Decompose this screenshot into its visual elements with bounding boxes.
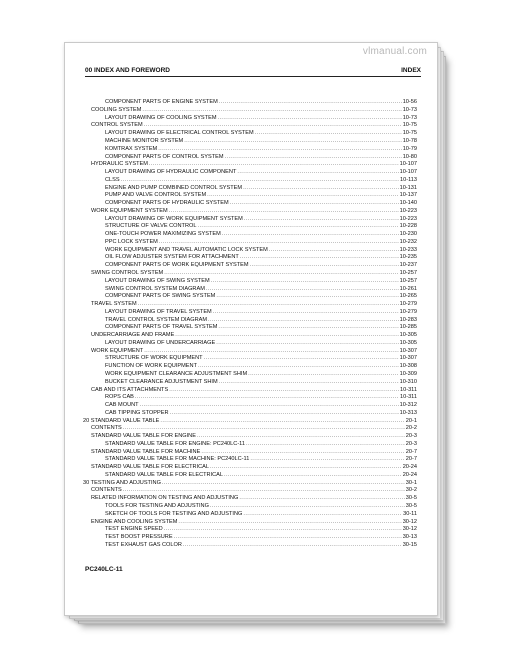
toc-dot-leader — [219, 379, 399, 387]
toc-dot-leader — [169, 387, 399, 395]
toc-entry-page: 30-13 — [402, 534, 417, 541]
toc-entry-page: 10-113 — [399, 176, 417, 183]
toc-entry-page: 10-107 — [399, 161, 417, 168]
toc-dot-leader — [218, 324, 398, 332]
toc-entry — [83, 169, 417, 177]
toc-entry-page: 10-279 — [399, 308, 417, 315]
toc-dot-leader — [197, 433, 405, 441]
toc-entry-page: 10-75 — [402, 130, 417, 137]
toc-dot-leader — [243, 185, 399, 193]
header-section-title: 00 INDEX AND FOREWORD — [85, 67, 170, 74]
toc-entry — [83, 122, 417, 130]
toc-entry — [83, 503, 417, 511]
toc-entry-page: 10-73 — [402, 106, 417, 113]
toc-entry-page: 30-5 — [405, 502, 417, 509]
toc-entry-title: ENGINE AND COOLING SYSTEM — [91, 518, 178, 525]
toc-entry — [83, 231, 417, 239]
toc-entry — [83, 417, 417, 425]
toc-dot-leader — [175, 332, 398, 340]
toc-entry-page: 20-3 — [405, 440, 417, 447]
toc-entry — [83, 223, 417, 231]
toc-entry-title: COMPONENT PARTS OF SWING SYSTEM — [105, 293, 216, 300]
toc-entry — [83, 254, 417, 262]
toc-entry-page: 10-257 — [399, 270, 417, 277]
header-index-label: INDEX — [401, 67, 421, 74]
toc-dot-leader — [169, 208, 399, 216]
toc-entry — [83, 464, 417, 472]
toc-dot-leader — [144, 122, 402, 130]
toc-dot-leader — [123, 425, 405, 433]
toc-entry-title: LAYOUT DRAWING OF ELECTRICAL CONTROL SYSTEM — [105, 130, 254, 137]
toc-dot-leader — [216, 293, 398, 301]
toc-entry-page: 30-12 — [402, 518, 417, 525]
toc-entry-page: 10-80 — [402, 153, 417, 160]
toc-dot-leader — [211, 278, 399, 286]
toc-entry-page: 10-309 — [399, 370, 417, 377]
toc-entry — [83, 472, 417, 480]
toc-entry-title: CAB AND ITS ATTACHMENTS — [91, 386, 169, 393]
toc-dot-leader — [230, 200, 399, 208]
toc-entry-title: STRUCTURE OF WORK EQUIPMENT — [105, 355, 203, 362]
toc-entry — [83, 270, 417, 278]
toc-dot-leader — [246, 441, 405, 449]
toc-entry-title: COOLING SYSTEM — [91, 106, 142, 113]
toc-entry-page: 10-137 — [399, 192, 417, 199]
toc-entry — [83, 107, 417, 115]
toc-entry-page: 10-312 — [399, 402, 417, 409]
toc-dot-leader — [269, 247, 399, 255]
toc-entry — [83, 161, 417, 169]
toc-dot-leader — [213, 309, 399, 317]
toc-entry-page: 10-285 — [399, 324, 417, 331]
toc-entry-page: 10-230 — [399, 231, 417, 238]
toc-entry-title: STANDARD VALUE TABLE FOR ELECTRICAL — [105, 471, 224, 478]
toc-entry-page: 10-79 — [402, 145, 417, 152]
toc-entry — [83, 410, 417, 418]
toc-entry-title: COMPONENT PARTS OF ENGINE SYSTEM — [105, 99, 218, 106]
toc-entry-title: WORK EQUIPMENT CLEARANCE ADJUSTMENT SHIM — [105, 370, 248, 377]
toc-entry-page: 10-131 — [399, 184, 417, 191]
toc-entry-page: 10-311 — [399, 386, 417, 393]
toc-entry-page: 10-140 — [399, 200, 417, 207]
toc-dot-leader — [123, 487, 405, 495]
toc-entry — [83, 456, 417, 464]
toc-entry-title: COMPONENT PARTS OF CONTROL SYSTEM — [105, 153, 224, 160]
toc-dot-leader — [239, 495, 404, 503]
toc-entry — [83, 425, 417, 433]
toc-dot-leader — [140, 402, 399, 410]
toc-entry-page: 10-228 — [399, 223, 417, 230]
toc-dot-leader — [206, 286, 399, 294]
toc-entry — [83, 371, 417, 379]
toc-entry-page: 10-307 — [399, 347, 417, 354]
toc-entry — [83, 293, 417, 301]
toc-entry — [83, 208, 417, 216]
toc-entry-page: 10-308 — [399, 363, 417, 370]
toc-dot-leader — [170, 410, 399, 418]
toc-entry-page: 10-78 — [402, 138, 417, 144]
toc-entry — [83, 340, 417, 348]
toc-dot-leader — [222, 231, 399, 239]
toc-entry-title: TOOLS FOR TESTING AND ADJUSTING — [105, 502, 209, 509]
toc-entry — [83, 309, 417, 317]
toc-entry-title: PPC LOCK SYSTEM — [105, 238, 158, 245]
page-header — [85, 67, 421, 74]
toc-entry-title: COMPONENT PARTS OF TRAVEL SYSTEM — [105, 324, 218, 331]
toc-dot-leader — [160, 418, 404, 426]
toc-entry-page: 10-305 — [399, 332, 417, 339]
toc-entry-title: 20 STANDARD VALUE TABLE — [83, 417, 160, 424]
toc-entry-title: CLSS — [105, 176, 120, 183]
toc-entry — [83, 130, 417, 138]
toc-entry-title: WORK EQUIPMENT — [91, 347, 144, 354]
toc-entry-title: LAYOUT DRAWING OF SWING SYSTEM — [105, 277, 210, 284]
toc-dot-leader — [255, 130, 402, 138]
toc-entry-page: 10-265 — [399, 293, 417, 300]
toc-dot-leader — [219, 99, 402, 107]
toc-entry-title: STANDARD VALUE TABLE FOR ENGINE — [91, 433, 196, 440]
toc-entry — [83, 363, 417, 371]
toc-entry-title: TEST EXHAUST GAS COLOR — [105, 541, 182, 548]
watermark-text: vlmanual.com — [362, 46, 427, 57]
toc-dot-leader — [162, 480, 405, 488]
toc-dot-leader — [183, 542, 402, 550]
toc-entry-title: STANDARD VALUE TABLE FOR ELECTRICAL — [91, 464, 210, 471]
toc-entry-title: SWING CONTROL SYSTEM — [91, 270, 164, 277]
toc-entry-page: 20-2 — [405, 425, 417, 432]
toc-entry-page: 10-233 — [399, 246, 417, 253]
toc-entry-page: 10-223 — [399, 215, 417, 222]
toc-dot-leader — [149, 161, 399, 169]
toc-entry — [83, 332, 417, 340]
toc-entry-page: 10-311 — [399, 394, 417, 401]
toc-entry-page: 10-56 — [402, 99, 417, 106]
toc-entry — [83, 177, 417, 185]
toc-dot-leader — [210, 464, 402, 472]
toc-dot-leader — [243, 511, 402, 519]
toc-entry-page: 10-307 — [399, 355, 417, 362]
toc-entry — [83, 518, 417, 526]
toc-entry — [83, 247, 417, 255]
toc-entry-page: 20-24 — [402, 464, 417, 471]
toc-entry-page: 10-261 — [399, 285, 417, 292]
toc-dot-leader — [204, 355, 399, 363]
toc-dot-leader — [121, 177, 399, 185]
toc-entry — [83, 348, 417, 356]
toc-entry-title: OIL FLOW ADJUSTER SYSTEM FOR ATTACHMENT — [105, 254, 239, 261]
toc-entry-page: 10-235 — [399, 254, 417, 261]
toc-entry-page: 10-310 — [399, 378, 417, 385]
toc-entry — [83, 192, 417, 200]
toc-entry — [83, 316, 417, 324]
toc-entry — [83, 184, 417, 192]
toc-dot-leader — [197, 223, 398, 231]
toc-entry — [83, 285, 417, 293]
toc-dot-leader — [244, 216, 399, 224]
toc-dot-leader — [249, 262, 398, 270]
toc-dot-leader — [225, 154, 402, 162]
toc-entry — [83, 379, 417, 387]
toc-entry-title: BUCKET CLEARANCE ADJUSTMENT SHIM — [105, 378, 218, 385]
toc-dot-leader — [174, 534, 402, 542]
toc-entry-title: MACHINE MONITOR SYSTEM — [105, 138, 184, 144]
toc-dot-leader — [207, 192, 398, 200]
toc-entry-page: 30-12 — [402, 526, 417, 533]
toc-dot-leader — [248, 371, 398, 379]
toc-entry — [83, 239, 417, 247]
toc-entry — [83, 480, 417, 488]
toc-entry — [83, 324, 417, 332]
toc-entry — [83, 441, 417, 449]
toc-entry-page: 10-279 — [399, 301, 417, 308]
toc-entry-page: 30-15 — [402, 541, 417, 548]
toc-dot-leader — [210, 503, 405, 511]
toc-entry-title: PUMP AND VALVE CONTROL SYSTEM — [105, 192, 207, 199]
toc-entry-title: LAYOUT DRAWING OF TRAVEL SYSTEM — [105, 308, 212, 315]
toc-dot-leader — [159, 239, 399, 247]
toc-entry — [83, 138, 417, 146]
toc-entry — [83, 402, 417, 410]
toc-dot-leader — [158, 146, 401, 154]
toc-entry-page: 30-11 — [403, 510, 417, 517]
toc-entry — [83, 386, 417, 394]
toc-entry-title: LAYOUT DRAWING OF COOLING SYSTEM — [105, 114, 217, 121]
toc-entry-title: COMPONENT PARTS OF WORK EQUIPMENT SYSTEM — [105, 262, 249, 269]
toc-entry-title: COMPONENT PARTS OF HYDRAULIC SYSTEM — [105, 200, 229, 207]
toc-dot-leader — [208, 317, 399, 325]
toc-entry-title: CONTENTS — [91, 425, 122, 432]
toc-dot-leader — [198, 363, 399, 371]
toc-entry-title: TEST ENGINE SPEED — [105, 526, 163, 533]
toc-entry-title: CAB MOUNT — [105, 402, 139, 409]
toc-dot-leader — [164, 526, 402, 534]
toc-entry — [83, 394, 417, 402]
toc-dot-leader — [250, 456, 404, 464]
toc-entry-title: SWING CONTROL SYSTEM DIAGRAM — [105, 285, 205, 292]
toc-entry-title: WORK EQUIPMENT AND TRAVEL AUTOMATIC LOCK SYSTEM — [105, 246, 268, 253]
toc-entry-title: WORK EQUIPMENT SYSTEM — [91, 207, 168, 214]
toc-entry-title: HYDRAULIC SYSTEM — [91, 161, 148, 168]
toc-entry — [83, 200, 417, 208]
toc-entry-page: 30-2 — [405, 487, 417, 494]
toc-entry — [83, 355, 417, 363]
toc-entry — [83, 487, 417, 495]
toc-entry-page: 20-7 — [405, 448, 417, 455]
toc-dot-leader — [224, 472, 402, 480]
toc-entry-title: LAYOUT DRAWING OF UNDERCARRIAGE — [105, 339, 216, 346]
toc-entry-title: ONE-TOUCH POWER MAXIMIZING SYSTEM — [105, 231, 221, 238]
toc-entry-page: 10-257 — [399, 277, 417, 284]
toc-dot-leader — [237, 169, 398, 177]
toc-entry-title: RELATED INFORMATION ON TESTING AND ADJUSTING — [91, 495, 239, 502]
document-page — [64, 42, 438, 616]
toc-entry-title: TEST BOOST PRESSURE — [105, 534, 173, 541]
toc-entry-page: 10-73 — [402, 114, 417, 121]
toc-entry-page: 10-75 — [402, 122, 417, 129]
toc-entry — [83, 146, 417, 154]
toc-entry-title: ROPS CAB — [105, 394, 134, 401]
toc-dot-leader — [178, 519, 401, 527]
toc-entry — [83, 115, 417, 123]
toc-entry-title: LAYOUT DRAWING OF WORK EQUIPMENT SYSTEM — [105, 215, 243, 222]
toc-entry-page: 10-283 — [399, 316, 417, 323]
toc-entry-title: STRUCTURE OF VALVE CONTROL — [105, 223, 197, 230]
toc-entry-page: 10-223 — [399, 207, 417, 214]
toc-dot-leader — [240, 254, 399, 262]
toc-dot-leader — [184, 138, 401, 146]
toc-entry — [83, 534, 417, 542]
toc-entry-page: 10-313 — [399, 409, 417, 416]
toc-entry — [83, 495, 417, 503]
toc-entry — [83, 215, 417, 223]
toc-entry — [83, 542, 417, 550]
toc-entry — [83, 153, 417, 161]
toc-entry-title: TRAVEL CONTROL SYSTEM DIAGRAM — [105, 316, 208, 323]
footer-model: PC240LC-11 — [85, 566, 123, 573]
toc-entry — [83, 301, 417, 309]
toc-dot-leader — [142, 107, 401, 115]
toc-dot-leader — [144, 348, 398, 356]
toc-entry-title: CAB TIPPING STOPPER — [105, 409, 169, 416]
toc-entry-page: 20-3 — [405, 433, 417, 440]
toc-entry — [83, 511, 417, 519]
toc-dot-leader — [201, 449, 404, 457]
toc-entry — [83, 262, 417, 270]
toc-entry-title: STANDARD VALUE TABLE FOR MACHINE — [91, 448, 201, 455]
toc-dot-leader — [217, 115, 401, 123]
toc-entry-title: STANDARD VALUE TABLE FOR MACHINE: PC240LC-11 — [105, 456, 250, 463]
toc-dot-leader — [164, 270, 398, 278]
toc-entry-title: FUNCTION OF WORK EQUIPMENT — [105, 363, 197, 370]
toc-entry-title: ENGINE AND PUMP COMBINED CONTROL SYSTEM — [105, 184, 243, 191]
toc-entry-title: LAYOUT DRAWING OF HYDRAULIC COMPONENT — [105, 169, 237, 176]
toc-dot-leader — [138, 301, 399, 309]
toc-entry — [83, 278, 417, 286]
toc-dot-leader — [135, 394, 399, 402]
toc-entry-page: 10-107 — [399, 169, 417, 176]
toc-entry-page: 10-305 — [399, 339, 417, 346]
toc-entry-title: SKETCH OF TOOLS FOR TESTING AND ADJUSTING — [105, 510, 243, 517]
table-of-contents — [83, 99, 417, 549]
toc-entry — [83, 433, 417, 441]
toc-entry-page: 20-1 — [405, 417, 417, 424]
toc-entry-title: UNDERCARRIAGE AND FRAME — [91, 332, 175, 339]
toc-entry-title: STANDARD VALUE TABLE FOR ENGINE: PC240LC-11 — [105, 440, 245, 447]
toc-entry-page: 10-237 — [399, 262, 417, 269]
toc-entry-title: CONTENTS — [91, 487, 122, 494]
toc-entry-title: TRAVEL SYSTEM — [91, 301, 137, 308]
toc-entry-page: 20-7 — [405, 456, 417, 463]
toc-entry-page: 10-232 — [399, 238, 417, 245]
toc-dot-leader — [216, 340, 398, 348]
toc-entry-page: 20-24 — [402, 471, 417, 478]
toc-entry-page: 30-5 — [405, 495, 417, 502]
toc-entry-title: 30 TESTING AND ADJUSTING — [83, 479, 161, 486]
toc-entry-title: CONTROL SYSTEM — [91, 122, 143, 129]
toc-entry-title: KOMTRAX SYSTEM — [105, 145, 158, 152]
toc-entry — [83, 526, 417, 534]
toc-entry-page: 30-1 — [405, 479, 417, 486]
toc-entry — [83, 448, 417, 456]
toc-entry — [83, 99, 417, 107]
header-divider — [85, 76, 421, 77]
